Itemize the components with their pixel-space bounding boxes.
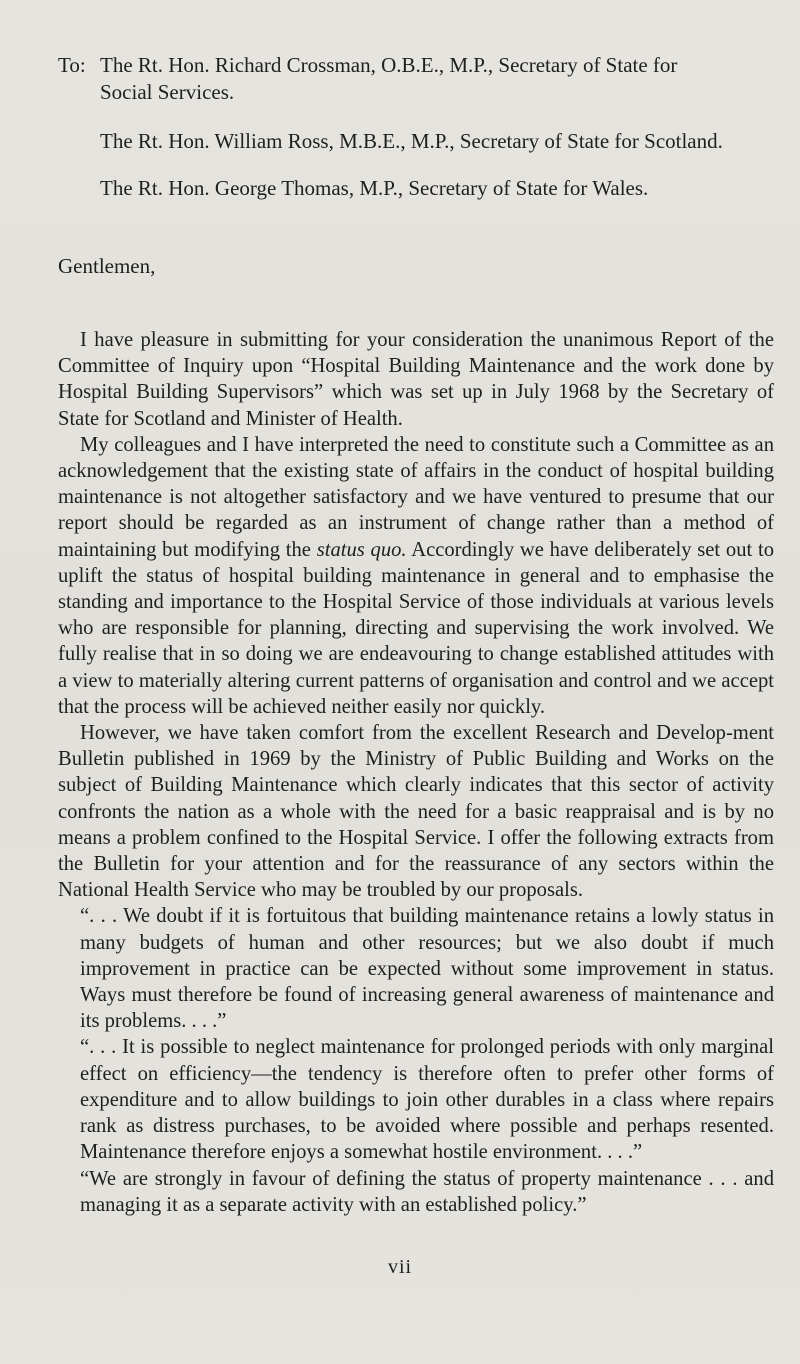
- status-quo-phrase: status quo.: [316, 538, 407, 561]
- quote-defining-status: “We are strongly in favour of defining the status of property maintenance . . . and managing it as a separate activity with an established policy.”: [80, 1167, 774, 1216]
- addressee-thomas: The Rt. Hon. George Thomas, M.P., Secretary of State for Wales.: [100, 176, 649, 200]
- addressee-crossman-continued: Social Services.: [100, 80, 235, 104]
- addressee-prefix: To:: [58, 53, 86, 77]
- paragraph-bulletin: However, we have taken comfort from the excellent Research and Develop-ment Bulletin published in 1969 by the Ministry of Public Building and Works on the subject of Building Maintenance which clearly indicates that this sector of activity confronts the nation as a whole with the need for a basic reappraisal and is by no means a problem confined to the Hospital Service. I offer the following extracts from the Bulletin for your attention and for the reassurance of any sectors within the National Health Service who may be troubled by our proposals.: [58, 722, 774, 902]
- quote-lowly-status: “. . . We doubt if it is fortuitous that building maintenance retains a lowly status in many budgets of human and other resources; but we also doubt if much improvement in practice can be expected without some improvement in status. Ways must therefore be found of increasing general awareness of maintenance and its problems. . . .”: [80, 905, 774, 1033]
- paragraph-committee-interpretation: [58, 432, 774, 720]
- page-number: vii: [387, 1256, 413, 1278]
- addressee-line-crossman: [58, 52, 778, 79]
- quote-neglect-maintenance: “. . . It is possible to neglect maintenance for prolonged periods with only marginal effect on efficiency—the tendency is therefore often to prefer other forms of expenditure and to allow buildings to join other durables in a class where repairs rank as distress purchases, to be avoided where possible and perhaps resented. Maintenance therefore enjoys a somewhat hostile environment. . . .”: [80, 1036, 774, 1164]
- paragraph-committee-text-a: My colleagues and I have interpreted the need to constitute such a Committee as an acknowledgement that the existing state of affairs in the conduct of hospital building maintenance is not altogether satisfactory and we have ventured to presume that our report should be regarded as an instrument of change rather than a method of maintaining but modifying the: [58, 433, 774, 561]
- paragraph-submission: I have pleasure in submitting for your consideration the unanimous Report of the Committee of Inquiry upon “Hospital Building Maintenance and the work done by Hospital Building Supervisors” which was set up in July 1968 by the Secretary of State for Scotland and Minister of Health.: [58, 329, 774, 430]
- addressee-crossman: The Rt. Hon. Richard Crossman, O.B.E., M.P., Secretary of State for: [100, 53, 678, 77]
- addressee-block: [58, 52, 778, 202]
- letter-body: [58, 327, 774, 1218]
- salutation: Gentlemen,: [58, 254, 156, 278]
- paragraph-committee-text-b: Accordingly we have deliberately set out to uplift the status of hospital building maintenance in general and to emphasise the standing and importance to the Hospital Service of those individuals at various levels who are responsible for planning, directing and supervising the work involved. We fully realise that in so doing we are endeavouring to change established attitudes with a view to materially altering current patterns of organisation and control and we accept that the process will be achieved neither easily nor quickly.: [58, 538, 774, 718]
- addressee-ross: The Rt. Hon. William Ross, M.B.E., M.P., Secretary of State for Scotland.: [100, 129, 723, 153]
